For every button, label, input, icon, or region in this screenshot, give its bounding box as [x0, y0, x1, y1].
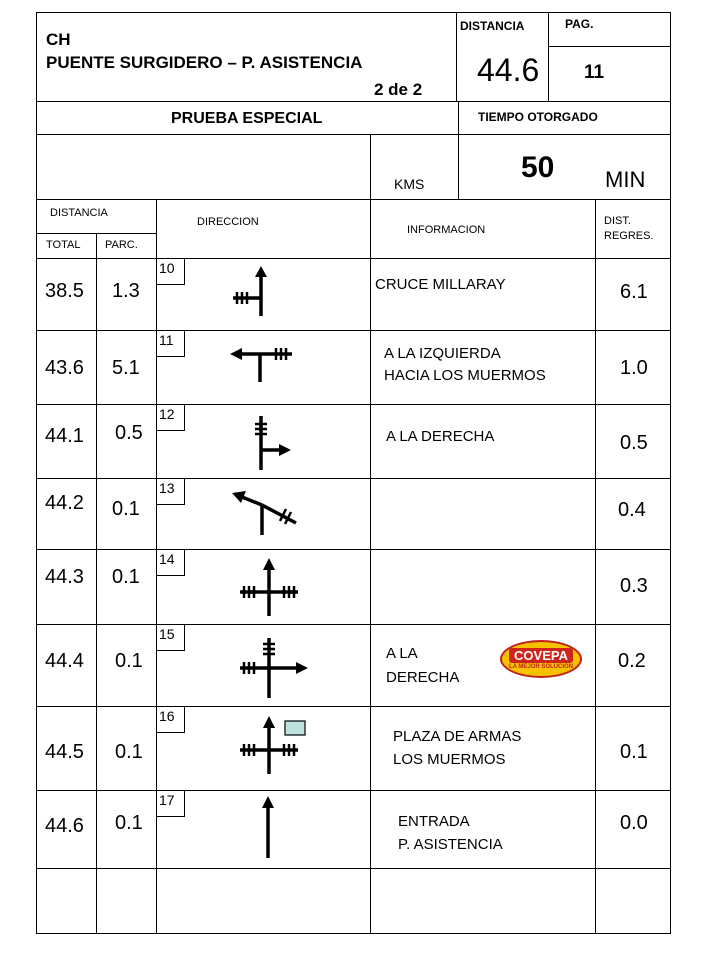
partial-distance: 0.1 — [115, 650, 143, 672]
step-number: 10 — [157, 259, 185, 285]
route-part: 2 de 2 — [374, 80, 423, 99]
straight-crossroad-icon — [238, 556, 300, 618]
total-distance: 44.1 — [45, 425, 84, 447]
crossroad-right-icon — [238, 636, 310, 700]
info-line: P. ASISTENCIA — [398, 836, 503, 853]
stage-label: PRUEBA ESPECIAL — [171, 110, 323, 127]
turn-left-icon — [228, 340, 294, 388]
remaining-distance: 0.4 — [618, 499, 646, 521]
step-number: 15 — [157, 625, 185, 651]
total-distance: 44.6 — [45, 815, 84, 837]
logo-text: COVEPA — [509, 648, 573, 663]
column-direction: DIRECCION — [197, 216, 259, 228]
step-number: 11 — [157, 331, 185, 357]
total-distance: 44.3 — [45, 566, 84, 588]
kms-label: KMS — [394, 176, 425, 192]
info-line: A LA — [386, 645, 418, 662]
turn-right-icon — [245, 414, 295, 474]
time-unit: MIN — [605, 167, 646, 192]
column-information: INFORMACION — [407, 224, 486, 236]
distance-value: 44.6 — [477, 52, 540, 88]
info-line: HACIA LOS MUERMOS — [384, 367, 546, 384]
total-distance: 44.4 — [45, 650, 84, 672]
bear-left-icon — [228, 487, 304, 539]
info-line: A LA DERECHA — [386, 428, 495, 445]
info-line: ENTRADA — [398, 813, 470, 830]
route-title: PUENTE SURGIDERO – P. ASISTENCIA — [46, 53, 363, 72]
info-line: DERECHA — [386, 669, 460, 686]
step-number: 13 — [157, 479, 185, 505]
remaining-distance: 6.1 — [620, 281, 648, 303]
partial-distance: 0.1 — [115, 741, 143, 763]
step-number: 14 — [157, 550, 185, 576]
total-distance: 38.5 — [45, 280, 84, 302]
straight-arrow-icon — [256, 794, 280, 860]
info-line: A LA IZQUIERDA — [384, 345, 501, 362]
column-remaining-line1: DIST. — [604, 215, 631, 227]
remaining-distance: 0.0 — [620, 812, 648, 834]
page-number: 11 — [584, 62, 605, 83]
step-number: 17 — [157, 791, 185, 817]
covepa-logo — [500, 640, 582, 678]
plaza-icon — [285, 721, 305, 735]
step-number: 16 — [157, 707, 185, 733]
partial-distance: 0.1 — [115, 812, 143, 834]
remaining-distance: 0.3 — [620, 575, 648, 597]
column-distance: DISTANCIA — [50, 207, 108, 219]
total-distance: 44.5 — [45, 741, 84, 763]
time-value: 50 — [521, 151, 555, 184]
remaining-distance: 0.2 — [618, 650, 646, 672]
column-partial: PARC. — [105, 239, 138, 251]
step-number: 12 — [157, 405, 185, 431]
partial-distance: 1.3 — [112, 280, 140, 302]
crossroad-junction-icon — [225, 264, 285, 320]
info-line: CRUCE MILLARAY — [375, 276, 506, 293]
time-label: TIEMPO OTORGADO — [478, 110, 598, 124]
distance-label: DISTANCIA — [460, 19, 525, 33]
partial-distance: 0.1 — [112, 566, 140, 588]
total-distance: 44.2 — [45, 492, 84, 514]
remaining-distance: 1.0 — [620, 357, 648, 379]
remaining-distance: 0.1 — [620, 741, 648, 763]
logo-tagline: LA MEJOR SOLUCION — [508, 663, 574, 670]
route-code: CH — [46, 30, 71, 49]
remaining-distance: 0.5 — [620, 432, 648, 454]
total-distance: 43.6 — [45, 357, 84, 379]
info-line: LOS MUERMOS — [393, 751, 506, 768]
partial-distance: 5.1 — [112, 357, 140, 379]
partial-distance: 0.5 — [115, 422, 143, 444]
plaza-crossroad-icon — [238, 714, 310, 776]
page-label: PAG. — [565, 17, 594, 31]
partial-distance: 0.1 — [112, 498, 140, 520]
column-remaining-line2: REGRES. — [604, 230, 654, 242]
column-total: TOTAL — [46, 239, 81, 251]
info-line: PLAZA DE ARMAS — [393, 728, 522, 745]
